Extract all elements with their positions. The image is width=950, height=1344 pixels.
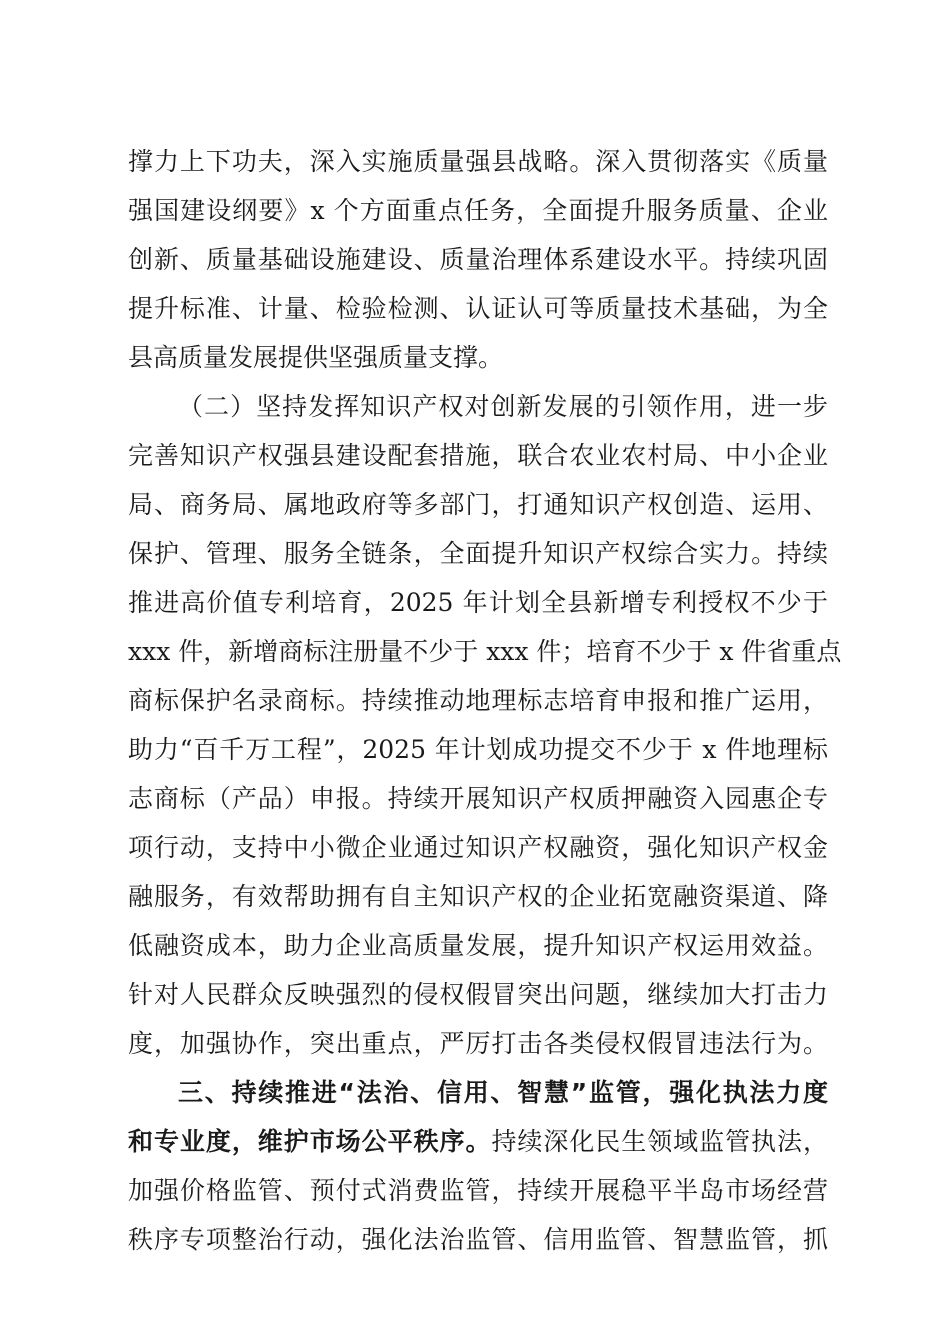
text-line: 志商标（产品）申报。持续开展知识产权质押融资入园惠企专 — [128, 784, 828, 813]
section-heading-2: （二）坚持发挥知识产权对创新发展的引领作用，进一步 — [178, 392, 828, 421]
text-line: 局、商务局、属地政府等多部门，打通知识产权创造、运用、 — [128, 490, 828, 519]
text-line: 助力“百千万工程”，2025 年计划成功提交不少于 x 件地理标 — [128, 735, 828, 764]
text-line: 强国建设纲要》x 个方面重点任务，全面提升服务质量、企业 — [128, 196, 828, 225]
text-line: 针对人民群众反映强烈的侵权假冒突出问题，继续加大打击力 — [128, 980, 828, 1009]
text-line: 融服务，有效帮助拥有自主知识产权的企业拓宽融资渠道、降 — [128, 882, 828, 911]
text-line: 创新、质量基础设施建设、质量治理体系建设水平。持续巩固 — [128, 245, 828, 274]
text-line: 度，加强协作，突出重点，严厉打击各类侵权假冒违法行为。 — [128, 1029, 828, 1058]
text-span: 持续深化民生领域监管执法， — [491, 1127, 828, 1156]
text-line: 商标保护名录商标。持续推动地理标志培育申报和推广运用， — [128, 686, 828, 715]
text-line: 推进高价值专利培育，2025 年计划全县新增专利授权不少于 — [128, 588, 828, 617]
section-heading-3-cont: 和专业度，维护市场公平秩序。 — [128, 1127, 492, 1156]
text-line: 加强价格监管、预付式消费监管，持续开展稳平半岛市场经营 — [128, 1176, 828, 1205]
text-line: 项行动，支持中小微企业通过知识产权融资，强化知识产权金 — [128, 833, 828, 862]
text-line: 完善知识产权强县建设配套措施，联合农业农村局、中小企业 — [128, 441, 828, 470]
text-line-mixed — [128, 1122, 828, 1162]
text-line: 县高质量发展提供坚强质量支撑。 — [128, 343, 504, 372]
text-line: 低融资成本，助力企业高质量发展，提升知识产权运用效益。 — [128, 931, 828, 960]
text-line: 撑力上下功夫，深入实施质量强县战略。深入贯彻落实《质量 — [128, 147, 828, 176]
text-line: 秩序专项整治行动，强化法治监管、信用监管、智慧监管，抓 — [128, 1225, 828, 1254]
text-line: 提升标准、计量、检验检测、认证认可等质量技术基础，为全 — [128, 294, 828, 323]
text-line: 保护、管理、服务全链条，全面提升知识产权综合实力。持续 — [128, 539, 828, 568]
text-line: xxx 件，新增商标注册量不少于 xxx 件；培育不少于 x 件省重点 — [128, 637, 842, 666]
section-heading-3: 三、持续推进“法治、信用、智慧”监管，强化执法力度 — [178, 1078, 828, 1107]
